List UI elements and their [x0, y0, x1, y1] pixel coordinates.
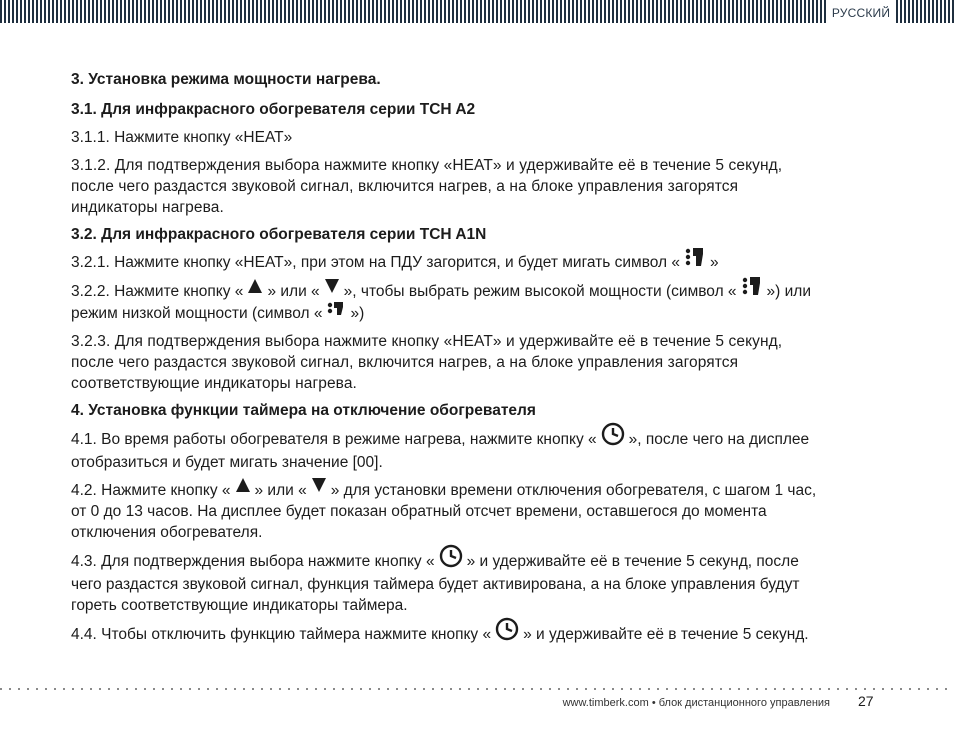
- down-arrow-icon: [311, 477, 327, 499]
- heat-low-icon: [326, 298, 346, 324]
- up-arrow-icon: [235, 477, 251, 499]
- para-3-2-1-text-b: »: [710, 254, 719, 272]
- para-3-2-2-text-e: »): [350, 305, 365, 322]
- para-3-2-1-text-a: 3.2.1. Нажмите кнопку «HEAT», при этом на ПДУ загорится, и будет мигать символ «: [71, 254, 681, 272]
- footer-divider: [0, 688, 954, 690]
- clock-icon: [601, 422, 625, 452]
- para-4-2-text-c: » для установки времени отключения обогревателя, с шагом 1 час, от 0 до 13 часов. На дисплее будет показан обратный отсчет времени, оставшегося до момента отключения обогревателя.: [71, 482, 817, 541]
- para-3-1-2: 3.1.2. Для подтверждения выбора нажмите кнопку «HEAT» и удерживайте её в течение 5 секунд, после чего раздастся звуковой сигнал, включится нагрев, а на блоке управления загорятся индикаторы нагрева.: [71, 157, 783, 216]
- page-number: 27: [858, 693, 874, 709]
- heat-high-icon: [684, 246, 706, 274]
- para-4-1-text-a: 4.1. Во время работы обогревателя в режиме нагрева, нажмите кнопку «: [71, 431, 597, 449]
- para-4-2: [71, 480, 828, 543]
- para-4-2-text-b: » или «: [254, 482, 307, 499]
- para-3-2-2-text-a: 3.2.2. Нажмите кнопку «: [71, 283, 244, 301]
- down-arrow-icon: [324, 278, 340, 300]
- heat-high-icon: [741, 275, 763, 303]
- para-3-2-2-text-c: », чтобы выбрать режим высокой мощности (символ «: [343, 283, 737, 301]
- para-3-2-2-text-b: » или «: [267, 283, 320, 301]
- clock-icon: [495, 617, 519, 647]
- section-3-2-title: 3.2. Для инфракрасного обогревателя серии TCH A1N: [71, 226, 487, 243]
- clock-icon: [439, 544, 463, 574]
- para-4-1: [71, 428, 828, 473]
- para-3-2-2: [71, 281, 828, 324]
- language-label: РУССКИЙ: [831, 6, 891, 20]
- para-4-3: [71, 550, 828, 616]
- section-4-title: 4. Установка функции таймера на отключение обогревателя: [71, 402, 536, 419]
- para-4-3-text-b: » и удерживайте её в течение 5 секунд, после чего раздастся звуковой сигнал, функция таймера будет активирована, а на блоке управления будут гореть соответствующие индикаторы таймера.: [71, 553, 800, 614]
- para-3-2-3: 3.2.3. Для подтверждения выбора нажмите кнопку «HEAT» и удерживайте её в течение 5 секунд, после чего раздастся звуковой сигнал, включится нагрев, а на блоке управления загорятся соответствующие индикаторы нагрева.: [71, 333, 783, 392]
- para-3-1-1: 3.1.1. Нажмите кнопку «HEAT»: [71, 129, 293, 146]
- section-3-1-title: 3.1. Для инфракрасного обогревателя серии TCH A2: [71, 101, 476, 118]
- para-4-1-text-b: », после чего на дисплее отобразиться и будет мигать значение [00].: [71, 431, 810, 471]
- section-3-title: 3. Установка режима мощности нагрева.: [71, 71, 381, 88]
- para-3-2-1: [71, 252, 828, 274]
- para-4-4-text-a: 4.4. Чтобы отключить функцию таймера нажмите кнопку «: [71, 626, 492, 644]
- header-stripe: [0, 0, 826, 23]
- header-stripe-right: [896, 0, 954, 23]
- para-4-4: [71, 623, 828, 647]
- manual-content: [71, 70, 828, 654]
- para-3-2-2-text-d: ») или режим низкой мощности (символ «: [71, 283, 811, 322]
- para-4-4-text-b: » и удерживайте её в течение 5 секунд.: [523, 626, 809, 644]
- footer-text: www.timberk.com • блок дистанционного управления: [562, 697, 830, 709]
- para-4-3-text-a: 4.3. Для подтверждения выбора нажмите кнопку «: [71, 553, 435, 571]
- para-4-2-text-a: 4.2. Нажмите кнопку «: [71, 482, 231, 499]
- up-arrow-icon: [247, 278, 263, 300]
